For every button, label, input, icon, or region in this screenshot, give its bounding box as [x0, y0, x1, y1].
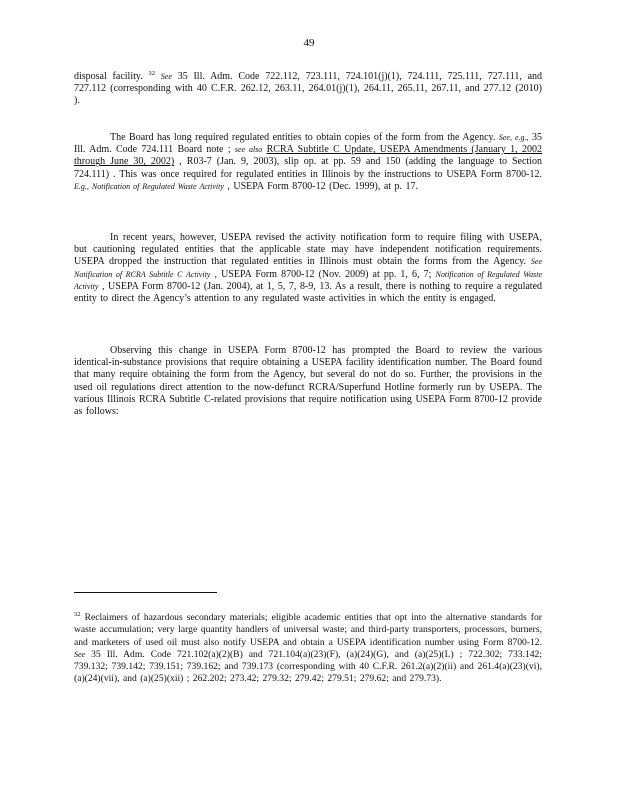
- signal-see: See: [160, 72, 172, 81]
- text: 35 Ill. Adm. Code 724.111 Board note ;: [74, 132, 543, 156]
- cited-rulemaking: RCRA Subtitle C Update, USEPA Amendments (January 1, 2002 through June 30, 2002): [74, 144, 542, 168]
- text: Observing this change in USEPA Form 8700-12 has prompted the Board to review the various identical-in-substance provisions that require obtaining a USEPA facility identification number. The Board found that many require obtaining the form from the Agency, but several do not do so. Further, the provisions in the used oil regulations direct attention to the now-defunct RCRA/Superfund Hotline formerly run by USEPA. The various Illinois RCRA Subtitle C-related provisions that require notification using USEPA Form 8700-12 provide as follows:: [74, 345, 542, 418]
- text: , USEPA Form 8700-12 (Jan. 2004), at 1, 5, 7, 8-9, 13. As a result, there is nothing to require a regulated entity to direct the Agency’s attention to any regulated waste activities in which the entity is engaged.: [74, 280, 543, 305]
- text: , USEPA Form 8700-12 (Dec. 1999), at p. 17.: [227, 180, 419, 192]
- text: The Board has long required regulated entities to obtain copies of the form from the Agency.: [110, 132, 496, 143]
- text: disposal facility.: [74, 71, 143, 82]
- paragraph-board-required: [74, 132, 542, 193]
- text: In recent years, however, USEPA revised the activity notification form to require filing with USEPA, but cautioning regulated entities that the applicable state may have independent notification requirements. USEPA dropped the instruction that regulated entities in Illinois must obtain the forms from the Agency.: [74, 232, 542, 268]
- cited-form-title: E.g., Notification of Regulated Waste Activity: [74, 181, 224, 191]
- paragraph-observing: [74, 345, 542, 418]
- signal-see-eg: See, e.g.,: [498, 133, 529, 142]
- cited-form-title: Notification of Regulated Waste Activity: [74, 269, 543, 291]
- signal-see-also: see also: [234, 145, 263, 155]
- page-number: 49: [303, 37, 315, 49]
- footnote-32: [74, 612, 542, 686]
- text: 35 Ill. Adm. Code 722.112, 723.111, 724.101(j)(1), 724.111, 725.111, 727.111, and 727.112 (corresponding with 40 C.F.R. 262.12, 263.11, 264.01(j)(1), 264.11, 265.11, 267.11, and 277.12 (2010) ).: [74, 71, 543, 107]
- text: , R03-7 (Jan. 9, 2003), slip op. at pp. 59 and 150 (adding the language to Section 724.111) . This was once required for regulated entities in Illinois by the instructions to USEPA Form 8700-12.: [74, 156, 542, 180]
- text: 35 Ill. Adm. Code 721.102(a)(2)(B) and 721.104(a)(23)(F), (a)(24)(G), and (a)(25)(L) ; 722.302; 733.142; 739.132; 739.142; 739.151; 739.162; and 739.173 (corresponding with 40 C.F.R. 261.2(a)(2)(ii) and 261.4(a)(23)(vi), (a)(24)(vii), and (a)(25)(xii) ; 262.202; 273.42; 279.32; 279.42; 279.51; 279.62; and 279.73).: [74, 648, 542, 685]
- paragraph-recent-years: [74, 232, 542, 305]
- footnote-number: 32: [74, 611, 81, 618]
- footnote-ref[interactable]: 32: [148, 70, 156, 77]
- cited-form-title: See Notification of RCRA Subtitle C Activity: [74, 257, 542, 279]
- signal-see: See: [74, 649, 86, 659]
- footnote-divider: [74, 592, 217, 593]
- paragraph-disposal: [74, 71, 542, 108]
- text: , USEPA Form 8700-12 (Nov. 2009) at pp. 1, 6, 7;: [214, 268, 432, 280]
- text: Reclaimers of hazardous secondary materials; eligible academic entities that opt into the alternative standards for waste accumulation; very large quantity handlers of universal waste; and third-party transporters, processors, burners, and marketers of used oil must also notify USEPA and obtain a USEPA identification number using Form 8700-12.: [74, 612, 542, 648]
